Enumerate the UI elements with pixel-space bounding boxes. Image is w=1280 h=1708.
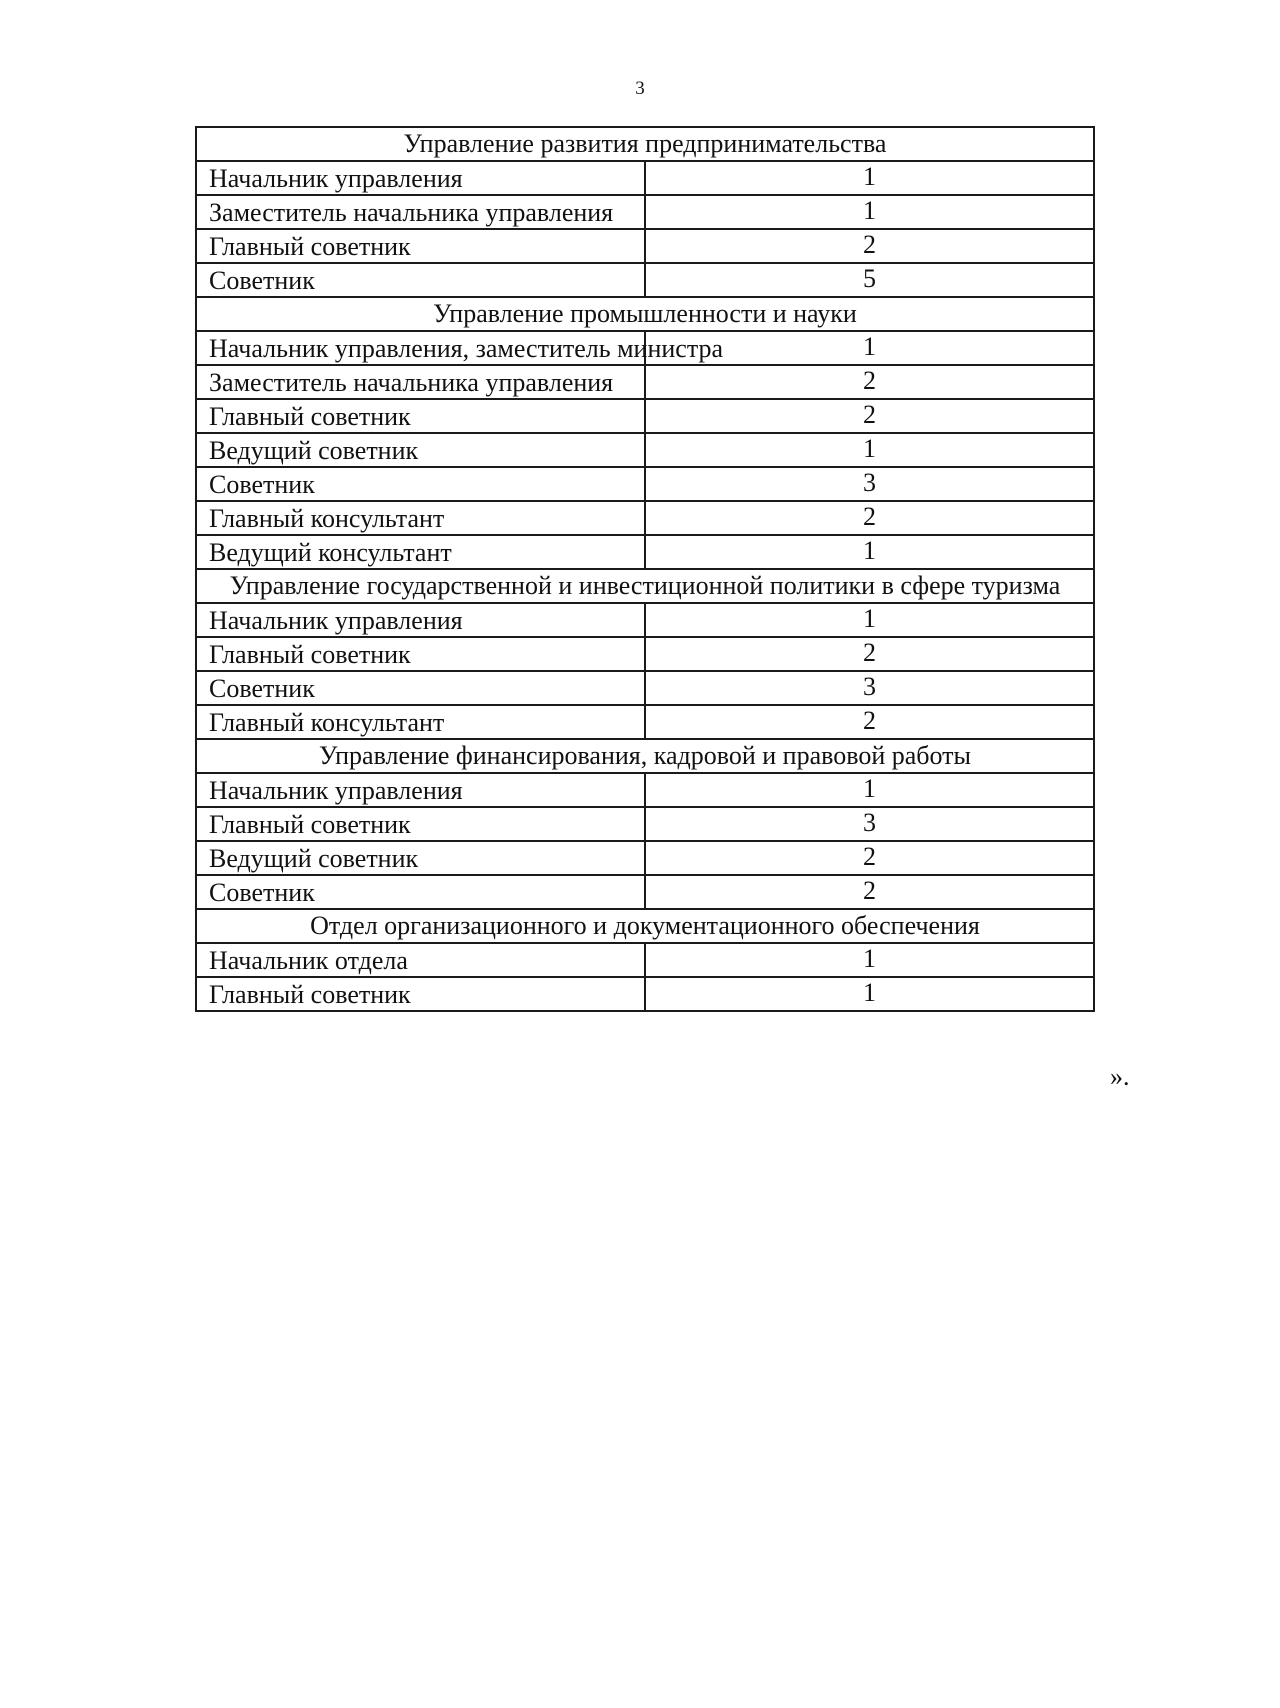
post-name: Начальник отдела [196, 943, 645, 977]
section-header-row [196, 909, 1094, 943]
post-name: Начальник управления [196, 773, 645, 807]
position-count: 2 [645, 365, 1094, 399]
table-row [196, 807, 1094, 841]
post-name: Советник [196, 875, 645, 909]
table-row [196, 773, 1094, 807]
post-name: Советник [196, 467, 645, 501]
post-name: Начальник управления [196, 603, 645, 637]
position-count: 2 [645, 637, 1094, 671]
position-count: 1 [645, 943, 1094, 977]
section-title: Управление государственной и инвестиционной политики в сфере туризма [196, 569, 1094, 603]
table-row [196, 433, 1094, 467]
position-count: 1 [645, 433, 1094, 467]
table-row [196, 637, 1094, 671]
position-count: 2 [645, 229, 1094, 263]
post-name: Главный советник [196, 637, 645, 671]
table-row [196, 603, 1094, 637]
page-number: 3 [635, 78, 645, 99]
table-row [196, 977, 1094, 1011]
table-row [196, 943, 1094, 977]
post-name: Ведущий консультант [196, 535, 645, 569]
post-name: Главный консультант [196, 501, 645, 535]
staffing-table-body [196, 127, 1094, 1011]
position-count: 1 [645, 535, 1094, 569]
post-name: Начальник управления [196, 161, 645, 195]
position-count: 2 [645, 399, 1094, 433]
table-row [196, 501, 1094, 535]
post-name: Главный советник [196, 807, 645, 841]
position-count: 1 [645, 977, 1094, 1011]
table-row [196, 841, 1094, 875]
section-title: Управление промышленности и науки [196, 297, 1094, 331]
position-count: 1 [645, 773, 1094, 807]
section-header-row [196, 739, 1094, 773]
table-row [196, 399, 1094, 433]
table-row [196, 671, 1094, 705]
post-name: Советник [196, 263, 645, 297]
position-count: 2 [645, 705, 1094, 739]
table-row [196, 875, 1094, 909]
position-count: 1 [645, 195, 1094, 229]
post-name: Главный советник [196, 977, 645, 1011]
table-row [196, 161, 1094, 195]
post-name: Заместитель начальника управления [196, 195, 645, 229]
closing-quote: ». [1110, 1062, 1130, 1091]
table-row [196, 263, 1094, 297]
section-header-row [196, 127, 1094, 161]
position-count: 3 [645, 671, 1094, 705]
staffing-table [195, 126, 1095, 1012]
position-count: 1 [645, 161, 1094, 195]
post-name: Заместитель начальника управления [196, 365, 645, 399]
section-title: Управление развития предпринимательства [196, 127, 1094, 161]
position-count: 1 [645, 331, 1094, 365]
post-name: Главный консультант [196, 705, 645, 739]
post-name: Советник [196, 671, 645, 705]
position-count: 5 [645, 263, 1094, 297]
post-name: Главный советник [196, 399, 645, 433]
post-name: Ведущий советник [196, 841, 645, 875]
position-count: 3 [645, 467, 1094, 501]
table-row [196, 705, 1094, 739]
table-row [196, 365, 1094, 399]
post-name: Главный советник [196, 229, 645, 263]
section-header-row [196, 297, 1094, 331]
section-title: Отдел организационного и документационного обеспечения [196, 909, 1094, 943]
section-header-row [196, 569, 1094, 603]
position-count: 2 [645, 501, 1094, 535]
section-title: Управление финансирования, кадровой и правовой работы [196, 739, 1094, 773]
position-count: 2 [645, 875, 1094, 909]
table-row [196, 535, 1094, 569]
table-row [196, 331, 1094, 365]
table-row [196, 467, 1094, 501]
position-count: 1 [645, 603, 1094, 637]
position-count: 2 [645, 841, 1094, 875]
post-name: Ведущий советник [196, 433, 645, 467]
table-row [196, 229, 1094, 263]
table-row [196, 195, 1094, 229]
position-count: 3 [645, 807, 1094, 841]
post-name: Начальник управления, заместитель министра [196, 331, 645, 365]
